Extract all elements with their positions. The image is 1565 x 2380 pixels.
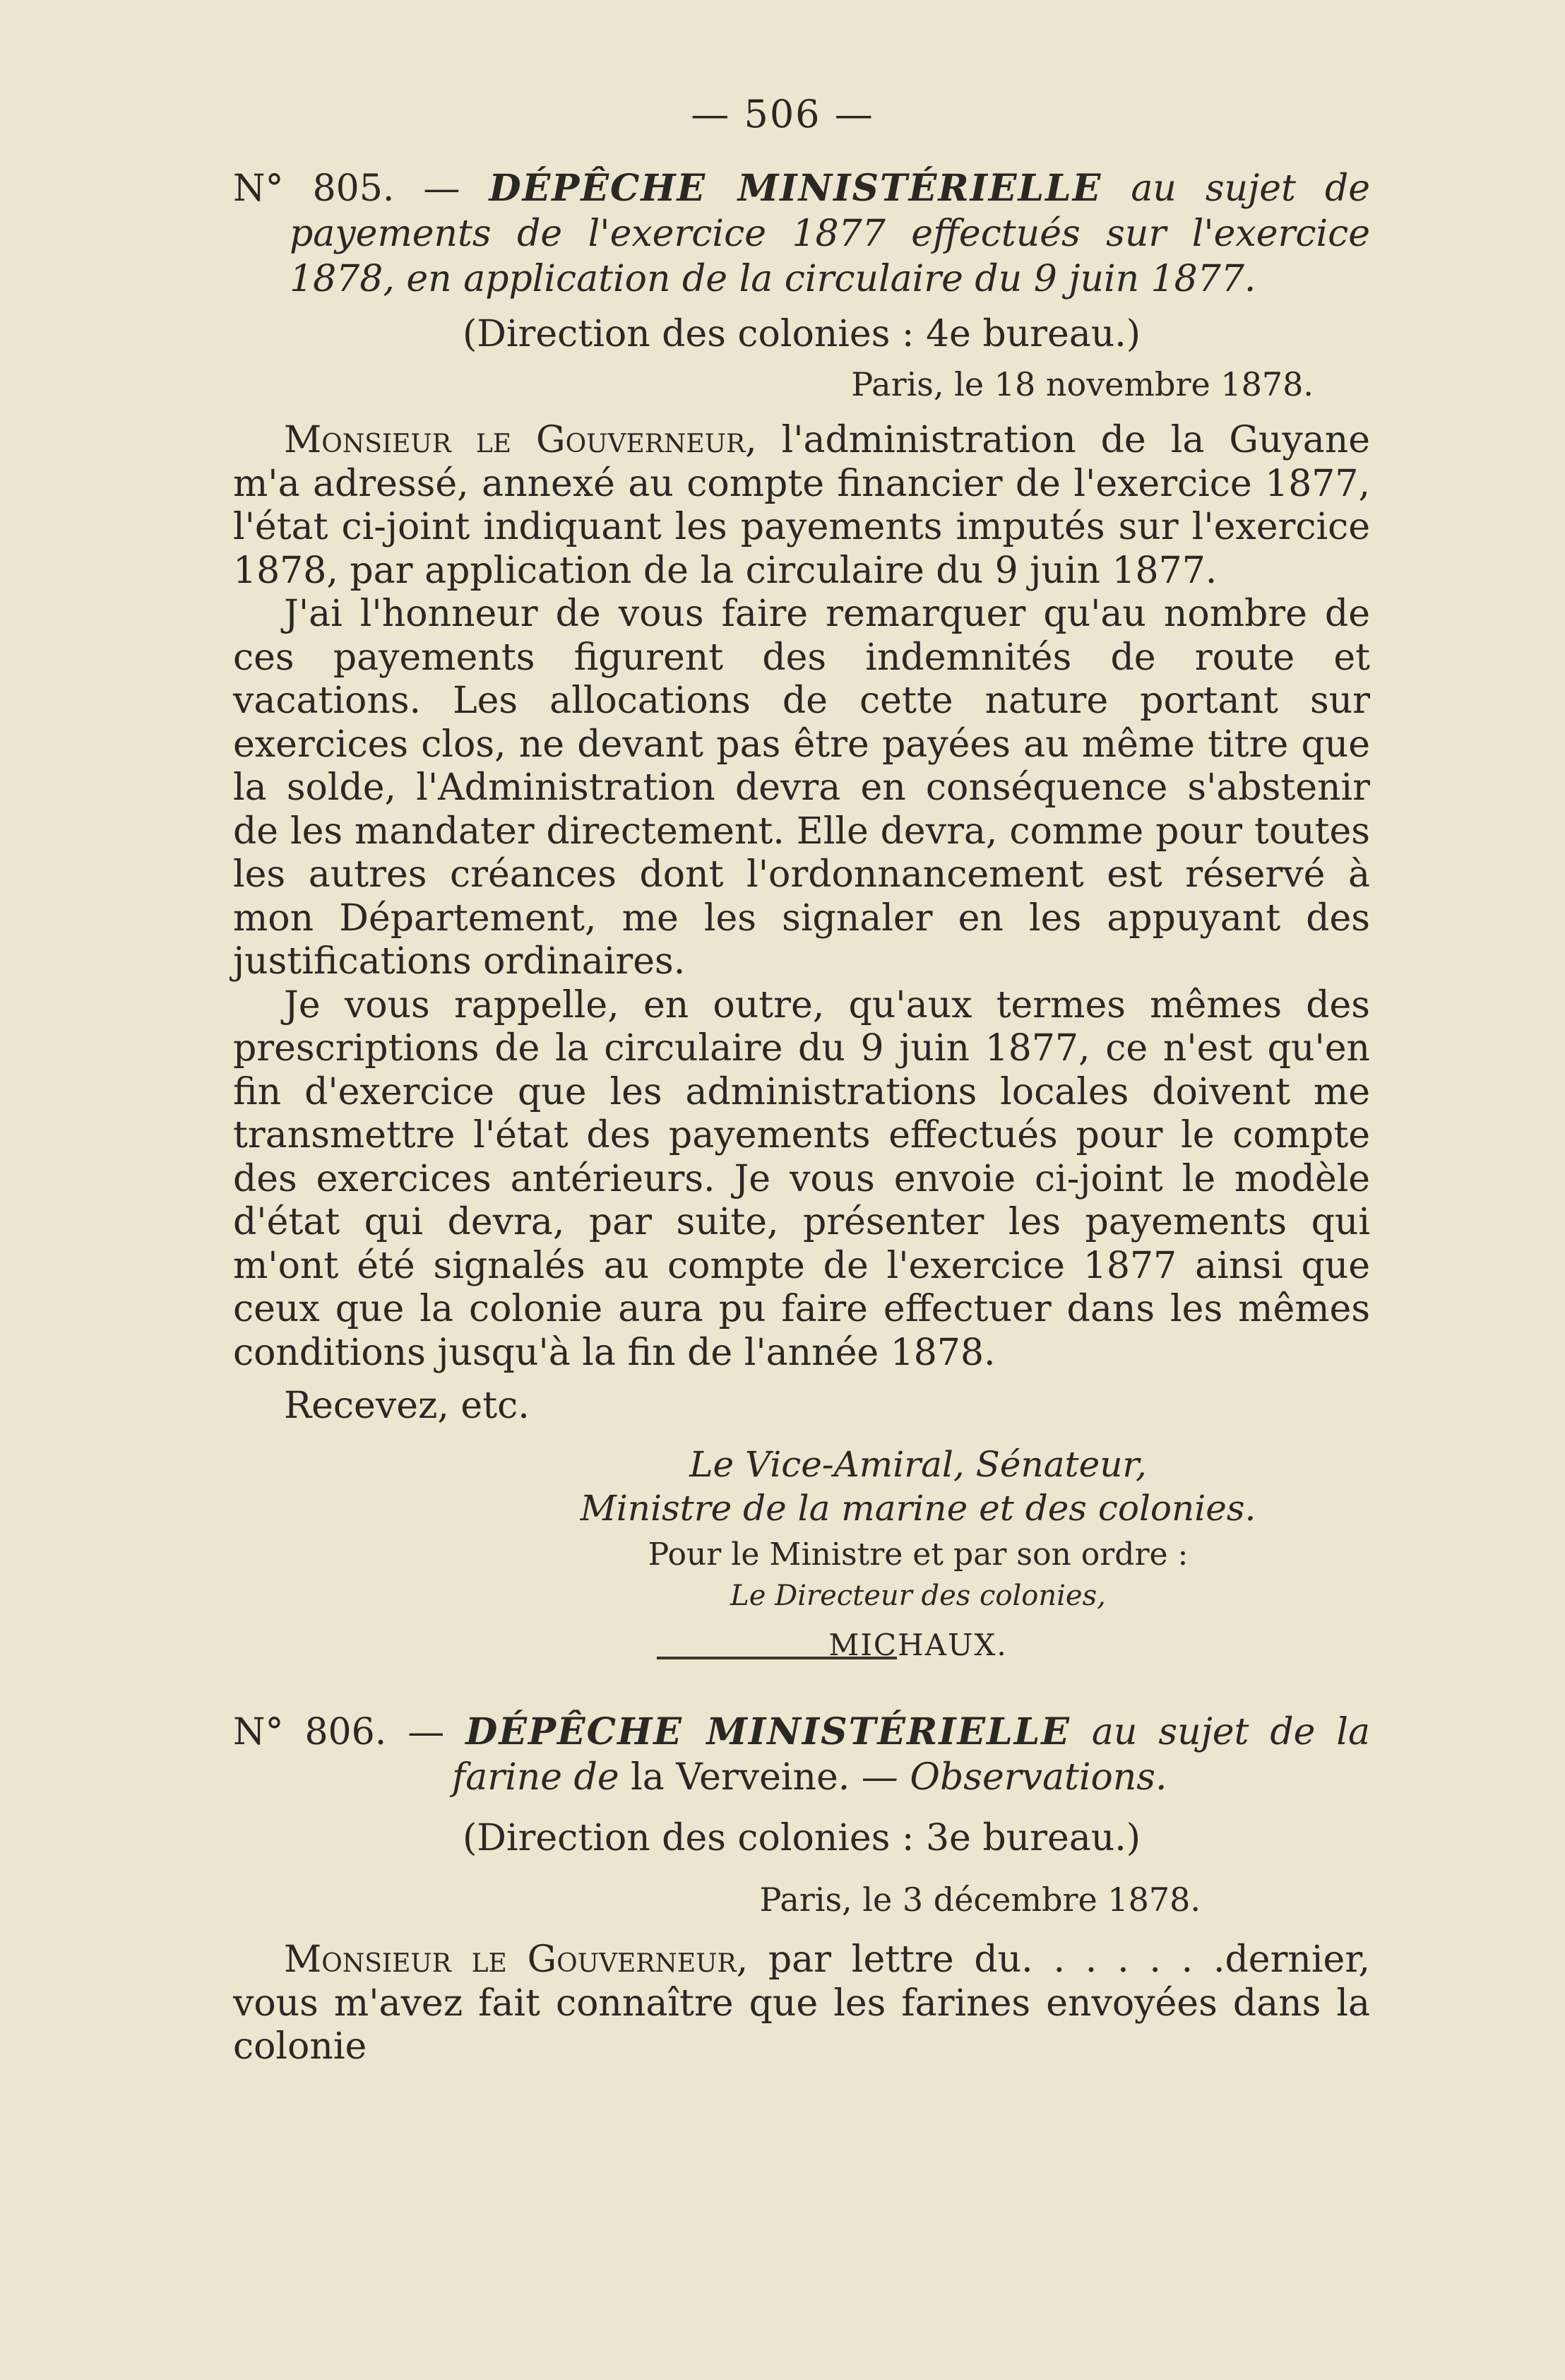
doc-805-subject: au sujet de payements de l'exercice 1877 effectués sur l'exercice 1878, en application de la circulaire du 9 juin 1877. <box>290 167 1371 300</box>
doc-805-paragraph-1 <box>233 419 1370 593</box>
section-divider <box>657 1657 897 1659</box>
doc-806-subject-c: . — Observations. <box>838 1756 1167 1799</box>
doc-805-title: DÉPÊCHE MINISTÉRIELLE <box>489 167 1102 210</box>
doc-805 <box>233 166 1370 1667</box>
doc-806-date: Paris, le 3 décembre 1878. <box>759 1881 1201 1919</box>
doc-806-direction: (Direction des colonies : 3e bureau.) <box>462 1817 1141 1859</box>
doc-805-paragraph-1-text: , l'administration de la Guyane m'a adressé, annexé au compte financier de l'exercice 1877, l'état ci-joint indiquant les payements imputés sur l'exercice 1878, par application de la circulaire du 9 juin 1877. <box>233 419 1371 592</box>
doc-805-paragraph-2: J'ai l'honneur de vous faire remarquer qu'au nombre de ces payements figurent des indemnités de route et vacations. Les allocations de cette nature portant sur exercices clos, ne devant pas être payées au même titre que la solde, l'Administration devra en conséquence s'abstenir de les mandater directement. Elle devra, comme pour toutes les autres créances dont l'ordonnancement est réservé à mon Département, me les signaler en les appuyant des justifications ordinaires. <box>233 593 1370 983</box>
doc-806-heading <box>233 1710 1370 1800</box>
doc-805-signature-line-3: Pour le Ministre et par son ordre : <box>648 1537 1189 1573</box>
doc-806-salutation: Monsieur le Gouverneur <box>284 1938 737 1981</box>
doc-805-number: N° 805. — <box>233 167 489 210</box>
doc-805-date: Paris, le 18 novembre 1878. <box>851 365 1314 403</box>
doc-805-signature-line-4: Le Directeur des colonies, <box>730 1580 1106 1612</box>
doc-805-signature-title <box>233 1443 1370 1530</box>
doc-805-closing: Recevez, etc. <box>284 1385 530 1427</box>
doc-806-subject-b: la Verveine <box>631 1756 838 1799</box>
doc-805-paragraph-3: Je vous rappelle, en outre, qu'aux termes mêmes des prescriptions de la circulaire du 9 juin 1877, ce n'est qu'en fin d'exercice que les administrations locales doivent me transmettre l'état des payements effectués pour le compte des exercices antérieurs. Je vous envoie ci-joint le modèle d'état qui devra, par suite, présenter les payements qui m'ont été signalés au compte de l'exercice 1877 ainsi que ceux que la colonie aura pu faire effectuer dans les mêmes conditions jusqu'à la fin de l'année 1878. <box>233 983 1370 1374</box>
doc-805-direction: (Direction des colonies : 4e bureau.) <box>462 313 1141 355</box>
page-number: — 506 — <box>691 92 874 136</box>
doc-805-signature-line-2: Ministre de la marine et des colonies. <box>580 1488 1256 1529</box>
doc-806-number: N° 806. — <box>233 1711 466 1753</box>
doc-805-signature-line-1: Le Vice-Amiral, Sénateur, <box>689 1444 1147 1485</box>
doc-805-body <box>233 419 1370 1375</box>
doc-806-title: DÉPÊCHE MINISTÉRIELLE <box>465 1710 1071 1753</box>
doc-805-heading <box>233 166 1370 302</box>
doc-806-paragraph-1 <box>233 1938 1370 2069</box>
doc-806-subject-a: au sujet de la farine de <box>452 1711 1371 1799</box>
doc-806 <box>233 1710 1370 2069</box>
doc-806-body <box>233 1938 1370 2069</box>
doc-805-salutation: Monsieur le Gouverneur <box>284 419 746 461</box>
doc-806-paragraph-1-text: , par lettre du. . . . . . .dernier, vous m'avez fait connaître que les farines envoyées dans la colonie <box>233 1938 1370 2068</box>
doc-805-signature-name: MICHAUX. <box>828 1628 1008 1662</box>
